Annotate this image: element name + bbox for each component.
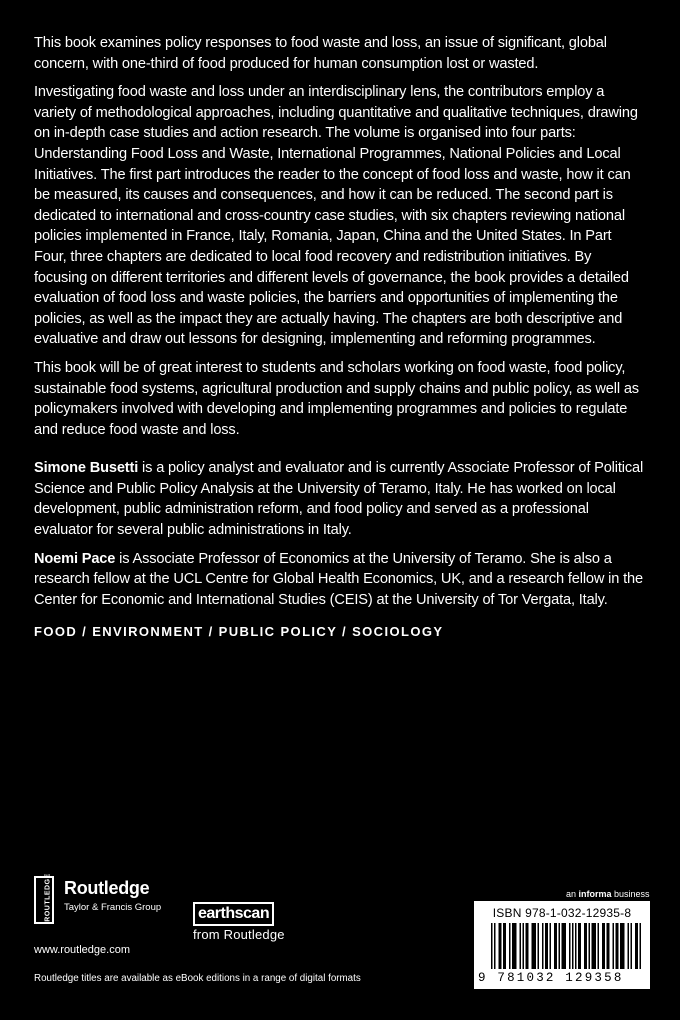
author-bio-text-1: is a policy analyst and evaluator and is currently Associate Professor of Political Science and Public Policy Analysis at the University of Teramo, Italy. He has worked on local development, public administration reform, and food policy and served as a professional evaluator for several public administrations in Italy. bbox=[34, 460, 644, 539]
earthscan-logo bbox=[193, 902, 285, 942]
earthscan-from: from Routledge bbox=[193, 927, 285, 942]
informa-brand: informa bbox=[578, 889, 612, 899]
description-paragraph-3: This book will be of great interest to students and scholars working on food waste, food policy, sustainable food systems, agricultural production and supply chains and public policy, as well as policymakers involved with developing and implementing programmes and policies to regulate and reduce food waste and loss. bbox=[34, 359, 639, 438]
ebook-footer-note: Routledge titles are available as eBook editions in a range of digital formats bbox=[34, 973, 361, 984]
earthscan-wordmark: earthscan bbox=[193, 902, 274, 926]
publisher-group: Taylor & Francis Group bbox=[64, 902, 162, 913]
barcode-icon bbox=[491, 923, 641, 969]
author-bio-1 bbox=[34, 458, 646, 540]
barcode-panel bbox=[474, 901, 650, 989]
publisher-name: Routledge bbox=[64, 878, 150, 898]
routledge-mark-icon bbox=[34, 873, 54, 924]
subject-categories: FOOD / ENVIRONMENT / PUBLIC POLICY / SOCIOLOGY bbox=[34, 624, 444, 640]
barcode-digits: 9 781032 129358 bbox=[478, 971, 624, 985]
routledge-logo bbox=[34, 873, 184, 924]
author-bio-text-2: is Associate Professor of Economics at the University of Teramo. She is also a research fellow at the UCL Centre for Global Health Economics, UK, and a research fellow in the Center for Economic and International Studies (CEIS) at the University of Tor Vergata, Italy. bbox=[34, 550, 643, 608]
author-name-1: Simone Busetti bbox=[34, 460, 139, 477]
routledge-mark-text: ROUTLEDGE bbox=[44, 873, 52, 922]
description-paragraph-2: Investigating food waste and loss under an interdisciplinary lens, the contributors employ a variety of methodological approaches, including quantitative and qualitative techniques, drawing on in-depth case studies and action research. The volume is organised into four parts: Understanding Food Loss and Waste, International Programmes, National Policies and Local Initiatives. The first part introduces the reader to the concept of food loss and waste, how it can be measured, its causes and consequences, and how it can be reduced. The second part is dedicated to international and cross-country case studies, with six chapters reviewing national policies implemented in France, Italy, Romania, Japan, China and the United States. In Part Four, three chapters are dedicated to local food recovery and redistribution initiatives. By focusing on different territories and different levels of governance, the book provides a detailed evaluation of food loss and waste policies, the barriers and opportunities of implementing the policies, as well as the impact they are actually having. The chapters are both descriptive and evaluative and draw out lessons for designing, implementing and reforming programmes. bbox=[34, 84, 638, 348]
informa-prefix: an bbox=[566, 889, 579, 899]
description-paragraph-1: This book examines policy responses to food waste and loss, an issue of significant, global concern, with one-third of food produced for human consumption lost or wasted. bbox=[34, 35, 607, 72]
back-cover-text bbox=[34, 33, 646, 639]
informa-suffix: business bbox=[611, 889, 650, 899]
isbn-number: ISBN 978-1-032-12935-8 bbox=[492, 906, 632, 920]
publisher-url[interactable]: www.routledge.com bbox=[34, 944, 130, 956]
author-name-2: Noemi Pace bbox=[34, 550, 116, 567]
author-bio-2 bbox=[34, 549, 646, 611]
informa-tagline bbox=[566, 889, 650, 899]
